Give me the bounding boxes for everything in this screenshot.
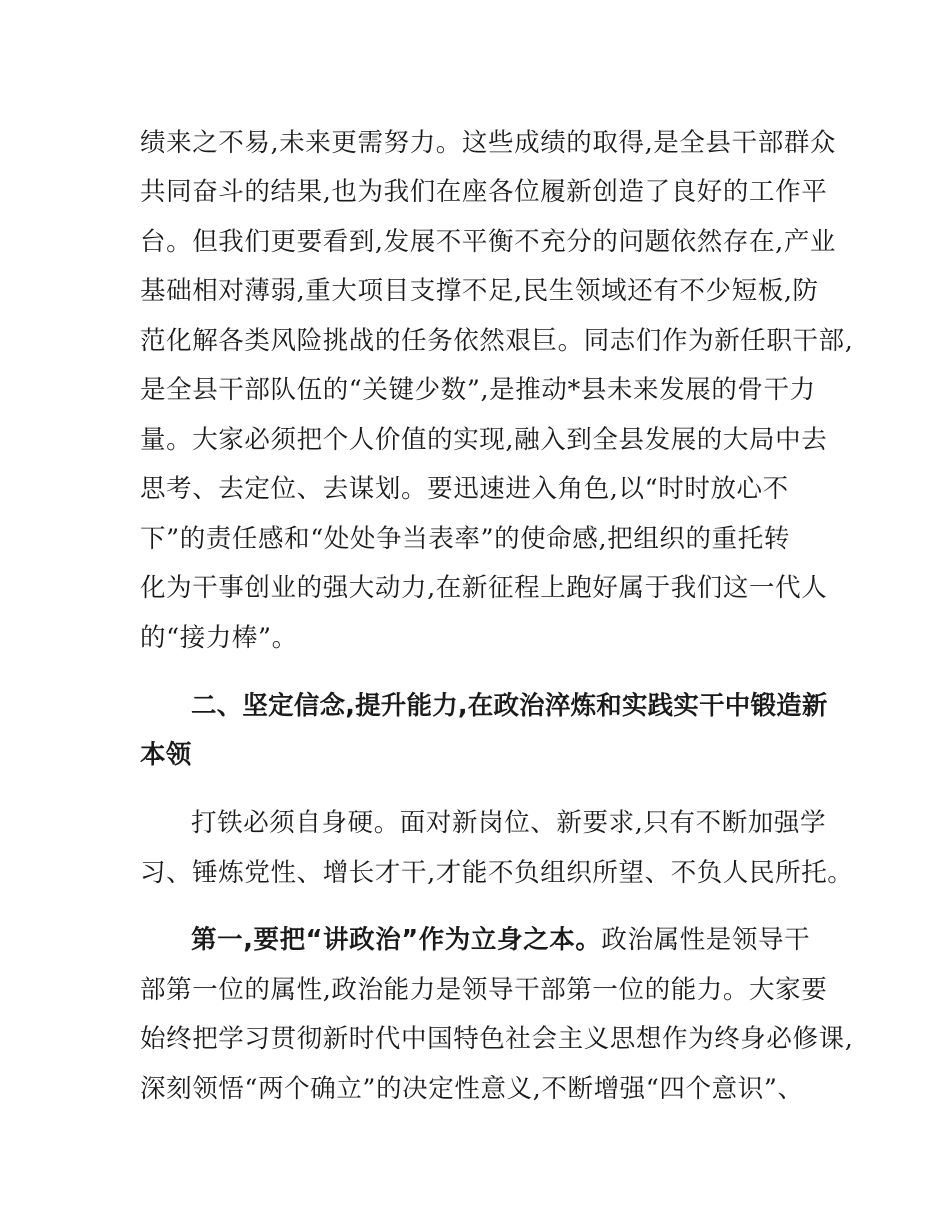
- paragraph-line: 深刻领悟“两个确立”的决定性意义,不断增强“四个意识”、: [140, 1074, 804, 1104]
- paragraph-line: 始终把学习贯彻新时代中国特色社会主义思想作为终身必修课,: [140, 1024, 854, 1054]
- paragraph-line: 绩来之不易,未来更需努力。这些成绩的取得,是全县干部群众: [140, 128, 837, 158]
- paragraph-line: [191, 922, 821, 958]
- paragraph-line: 范化解各类风险挑战的任务依然艰巨。同志们作为新任职干部,: [140, 326, 854, 356]
- section-heading: 本领: [140, 740, 192, 770]
- paragraph-line: 量。大家必须把个人价值的实现,融入到全县发展的大局中去: [140, 425, 828, 455]
- paragraph-line: 部第一位的属性,政治能力是领导干部第一位的能力。大家要: [140, 975, 828, 1005]
- paragraph-line: 下”的责任感和“处处争当表率”的使命感,把组织的重托转: [140, 524, 790, 554]
- paragraph-line: 习、锤炼党性、增长才干,才能不负组织所望、不负人民所托。: [140, 858, 854, 888]
- paragraph-line: 基础相对薄弱,重大项目支撑不足,民生领域还有不少短板,防: [140, 276, 819, 306]
- section-heading: 二、坚定信念,提升能力,在政治淬炼和实践实干中锻造新: [191, 691, 828, 721]
- paragraph-line: 是全县干部队伍的“关键少数”,是推动*县未来发展的骨干力: [140, 375, 816, 405]
- paragraph-line: 共同奋斗的结果,也为我们在座各位履新创造了良好的工作平: [140, 177, 828, 207]
- paragraph-line: 台。但我们更要看到,发展不平衡不充分的问题依然存在,产业: [140, 227, 837, 257]
- paragraph-lead: 第一,要把“讲政治”作为立身之本。: [191, 925, 602, 955]
- paragraph-line: 打铁必须自身硬。面对新岗位、新要求,只有不断加强学: [191, 808, 827, 838]
- paragraph-line: 思考、去定位、去谋划。要迅速进入角色,以“时时放心不: [140, 474, 789, 504]
- paragraph-line: 化为干事创业的强大动力,在新征程上跑好属于我们这一代人: [140, 573, 828, 603]
- paragraph-line: 的“接力棒”。: [140, 623, 298, 653]
- paragraph-text: 政治属性是领导干: [601, 925, 811, 955]
